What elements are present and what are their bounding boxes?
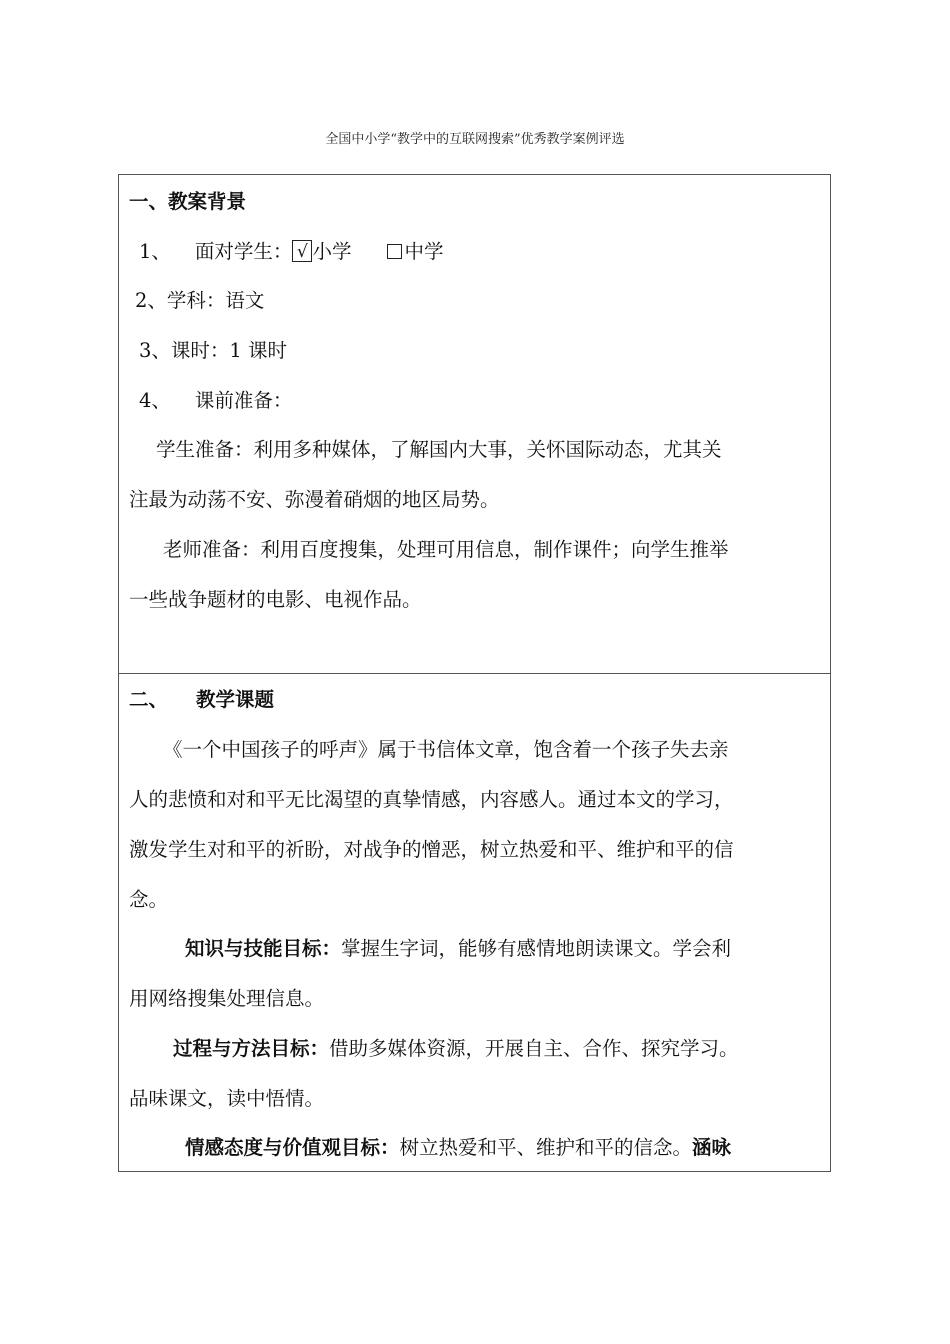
goal-process-text-1: 借助多媒体资源，开展自主、合作、探究学习。 <box>329 1037 739 1060</box>
student-prep-line-2: 注最为动荡不安、弥漫着硝烟的地区局势。 <box>129 488 500 511</box>
section2-title-row <box>129 686 274 714</box>
student-prep-label: 学生准备 <box>156 438 235 461</box>
target-students-row <box>139 238 443 266</box>
goal-emotion-line-1 <box>185 1134 731 1162</box>
goal-knowledge-line-2: 用网络搜集处理信息。 <box>129 987 325 1010</box>
student-prep-text-1: ：利用多种媒体，了解国内大事，关怀国际动态，尤其关 <box>234 438 722 461</box>
page-header: 全国中小学“教学中的互联网搜索”优秀教学案例评选 <box>325 132 625 147</box>
section2-title: 教学课题 <box>196 688 275 711</box>
item4-number: 4、 <box>139 389 171 412</box>
goal-emotion-label: 情感态度与价值观目标： <box>185 1136 400 1159</box>
section2-number: 二、 <box>129 688 169 711</box>
preparation-row <box>139 387 292 415</box>
option-middle: 中学 <box>404 240 444 263</box>
item1-label: 面对学生： <box>194 240 293 263</box>
goal-process-line-1 <box>173 1035 739 1063</box>
unchecked-box-icon <box>387 244 402 259</box>
teacher-recommend-1: 向学生推举 <box>631 538 729 561</box>
option-primary: 小学 <box>312 240 352 263</box>
section1-title: 一、教案背景 <box>129 190 247 213</box>
item1-number: 1、 <box>139 240 171 263</box>
intro-line-3: 激发学生对和平的祈盼，对战争的憎恶，树立热爱和平、维护和平的信 <box>129 838 734 861</box>
subject-row: 2、学科：语文 <box>135 289 265 312</box>
intro-line-1: 《一个中国孩子的呼声》属于书信体文章，饱含着一个孩子失去亲 <box>163 738 729 761</box>
goal-knowledge-line-1 <box>185 935 731 963</box>
checked-box-icon: √ <box>292 240 312 262</box>
student-prep-line-1 <box>156 436 722 464</box>
teacher-prep-text: 老师准备：利用百度搜集，处理可用信息，制作课件； <box>163 538 632 561</box>
intro-line-2: 人的悲愤和对和平无比渴望的真挚情感，内容感人。通过本文的学习， <box>129 788 734 811</box>
goal-emotion-tail: 涵咏 <box>692 1136 732 1159</box>
item4-label: 课前准备： <box>194 389 293 412</box>
goal-knowledge-label: 知识与技能目标： <box>185 937 342 960</box>
section-topic-box <box>118 673 831 1172</box>
teacher-prep-line-1 <box>163 536 729 564</box>
goal-emotion-text: 树立热爱和平、维护和平的信念。 <box>399 1136 693 1159</box>
section-background-box <box>118 174 831 674</box>
goal-process-label: 过程与方法目标： <box>173 1037 330 1060</box>
class-hours-row: 3、课时：1 课时 <box>139 339 288 362</box>
teacher-prep-line-2: 一些战争题材的电影、电视作品。 <box>129 588 422 611</box>
goal-knowledge-text-1: 掌握生字词，能够有感情地朗读课文。学会利 <box>341 937 732 960</box>
goal-process-line-2: 品味课文，读中悟情。 <box>129 1087 325 1110</box>
intro-line-4: 念。 <box>129 888 169 911</box>
